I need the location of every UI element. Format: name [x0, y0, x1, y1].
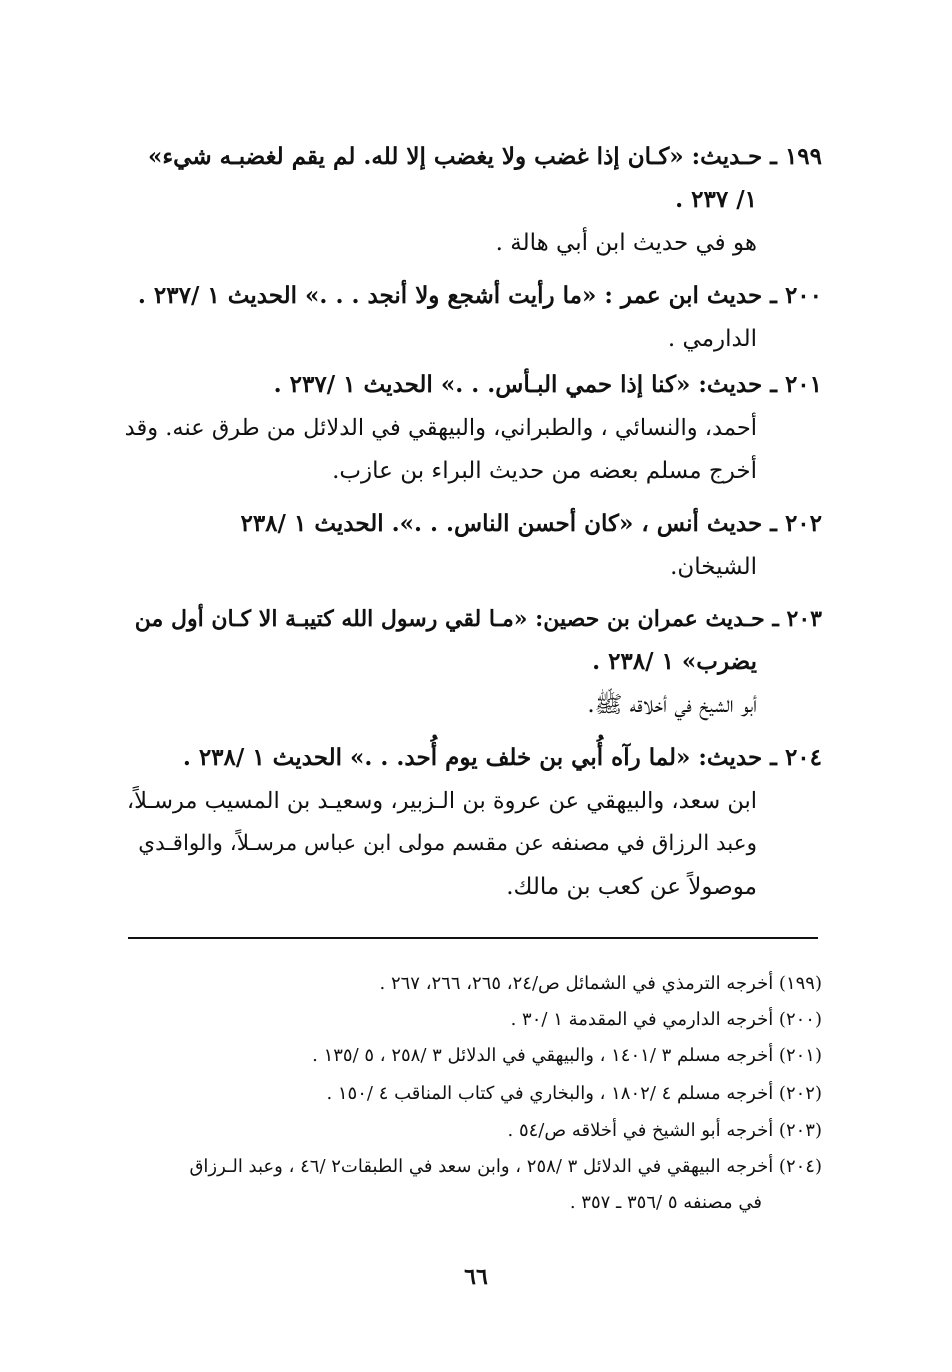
entry-200-source: الدارمي . — [667, 326, 757, 352]
entry-201-source-line-1: أحمد، والنسائي ، والطبراني، والبيهقي في الدلائل من طرق عنه. وقد — [124, 415, 757, 441]
entry-199-source: هو في حديث ابن أبي هالة . — [495, 230, 757, 256]
footnote-201: (٢٠١) أخرجه مسلم ٣ /١٤٠١ ، والبيهقي في الدلائل ٣ /٢٥٨ ، ٥ /١٣٥ . — [312, 1045, 822, 1066]
entry-203-heading: ٢٠٣ ـ حـديث عمران بن حصين: «مـا لقي رسول الله كتيبـة الا كـان أول من — [134, 606, 822, 632]
entry-203-source: أبو الشيخ في أخلاقه ﷺ. — [587, 692, 757, 718]
entry-204-source-line-1: ابن سعد، والبيهقي عن عروة بن الـزبير، وسعيـد بن المسيب مرسـلاً، — [126, 788, 757, 814]
entry-202-heading: ٢٠٢ ـ حديث أنس ، «كان أحسن الناس. . .». الحديث ١ /٢٣٨ — [240, 510, 822, 537]
footnote-199: (١٩٩) أخرجه الترمذي في الشمائل ص/٢٤، ٢٦٥، ٢٦٦، ٢٦٧ . — [379, 973, 822, 994]
footnote-204-line-2: في مصنفه ٥ /٣٥٦ ـ ٣٥٧ . — [569, 1192, 762, 1213]
entry-199-reference: ١/ ٢٣٧ . — [675, 186, 757, 213]
footnote-divider — [128, 937, 818, 939]
footnote-203: (٢٠٣) أخرجه أبو الشيخ في أخلاقه ص/٥٤ . — [507, 1120, 822, 1141]
entry-199-heading: ١٩٩ ـ حـديث: «كـان إذا غضب ولا يغضب إلا لله. لم يقم لغضبـه شيء» — [147, 143, 822, 170]
page-number: ٦٦ — [464, 1264, 488, 1290]
entry-202-source: الشيخان. — [670, 554, 757, 580]
entry-200-heading: ٢٠٠ ـ حديث ابن عمر : «ما رأيت أشجع ولا أنجد . . .» الحديث ١ /٢٣٧ . — [137, 282, 822, 309]
entry-203-reference: يضرب» ١ /٢٣٨ . — [592, 648, 757, 675]
entry-201-source-line-2: أخرج مسلم بعضه من حديث البراء بن عازب. — [332, 458, 757, 484]
footnote-200: (٢٠٠) أخرجه الدارمي في المقدمة ١ /٣٠ . — [510, 1009, 822, 1030]
entry-204-source-line-2: وعبد الرزاق في مصنفه عن مقسم مولى ابن عباس مرسـلاً، والواقـدي — [138, 831, 757, 856]
entry-201-heading: ٢٠١ ـ حديث: «كنا إذا حمي البـأس. . .» الحديث ١ /٢٣٧ . — [273, 371, 822, 398]
footnote-202: (٢٠٢) أخرجه مسلم ٤ /١٨٠٢ ، والبخاري في كتاب المناقب ٤ /١٥٠ . — [326, 1083, 822, 1104]
footnote-204-line-1: (٢٠٤) أخرجه البيهقي في الدلائل ٣ /٢٥٨ ، وابن سعد في الطبقات٢ /٤٦ ، وعبد الـرزاق — [189, 1156, 822, 1177]
entry-204-source-line-3: موصولاً عن كعب بن مالك. — [506, 874, 757, 900]
entry-204-heading: ٢٠٤ ـ حديث: «لما رآه أُبي بن خلف يوم أُحد. . .» الحديث ١ /٢٣٨ . — [182, 744, 822, 771]
